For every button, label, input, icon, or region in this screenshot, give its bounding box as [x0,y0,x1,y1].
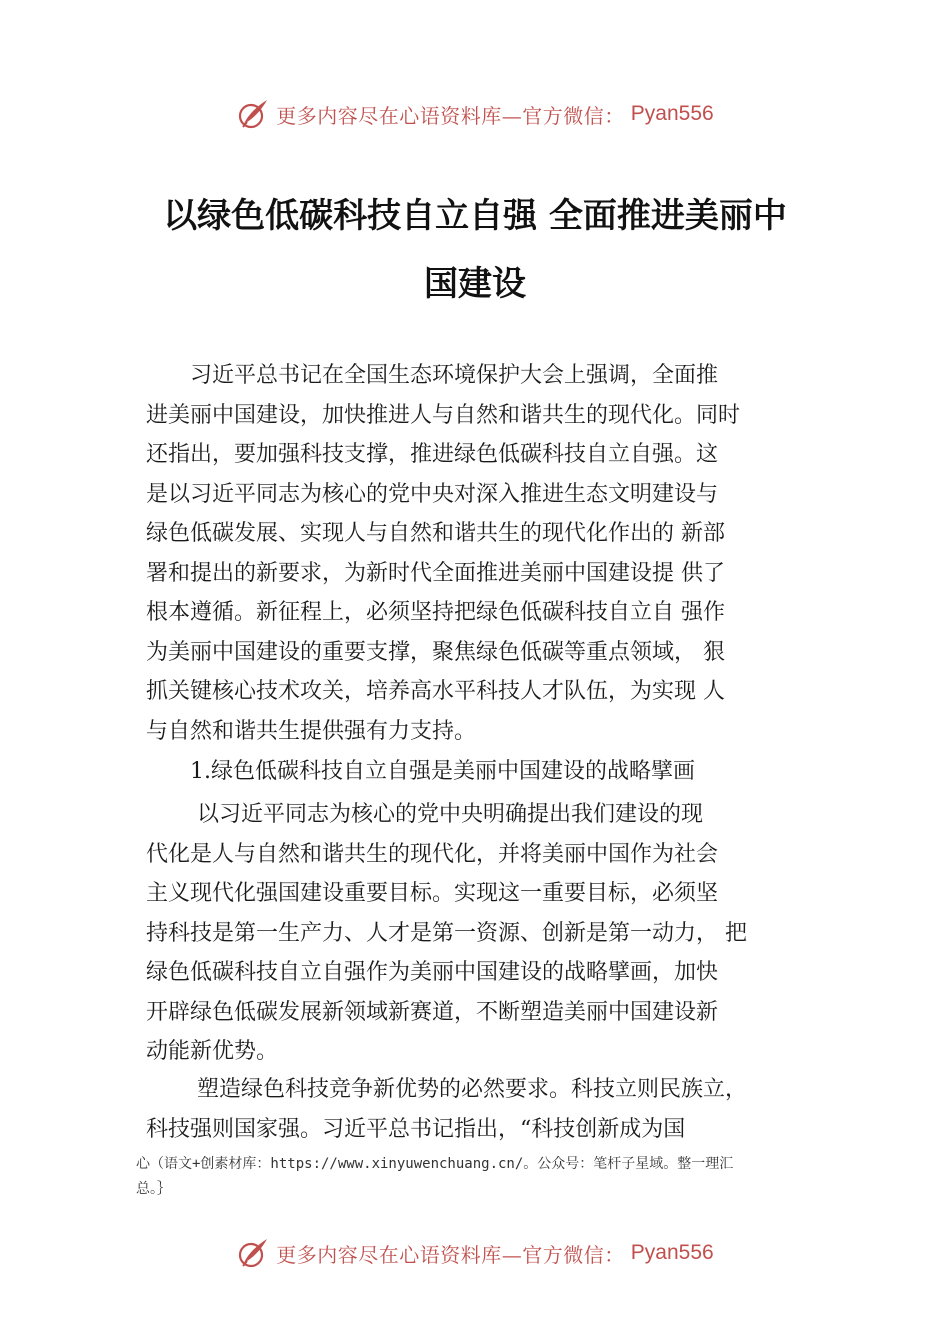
text-line: 动能新优势。 [146,1039,279,1064]
section-heading-1 [146,752,836,792]
text-line: 持科技是第一生产力、人才是第一资源、创新是第一动力， 把 [146,920,747,946]
text-line: 根本遵循。新征程上，必须坚持把绿色低碳科技自立自 强作 [146,600,725,625]
paragraph-section-1 [146,795,836,1072]
banner-wechat-id: Pyan556 [630,1241,714,1264]
text-line: 代化是人与自然和谐共生的现代化，并将美丽中国作为社会 [146,841,719,867]
text-line: 主义现代化强国建设重要目标。实现这一重要目标，必须坚 [146,881,719,906]
source-note [136,1152,836,1202]
document-title-line-2: 国建设 [424,264,526,304]
text-line: 与自然和谐共生提供强有力支持。 [146,718,477,744]
text-line: 习近平总书记在全国生态环境保护大会上强调，全面推 [146,363,719,388]
banner-wechat-id: Pyan556 [630,102,714,125]
banner-text: 更多内容尽在心语资料库—官方微信： [276,1242,625,1267]
section-heading-text: 1.绿色低碳科技自立自强是美丽中国建设的战略擘画 [146,759,695,784]
text-line: 为美丽中国建设的重要支撑，聚焦绿色低碳等重点领域， 狠 [146,639,725,665]
quill-pen-icon [236,1236,270,1270]
text-line: 塑造绿色科技竞争新优势的必然要求。科技立则民族立， [146,1077,747,1102]
note-line: 总。｝ [136,1181,171,1197]
header-banner [0,94,950,134]
text-line: 绿色低碳科技自立自强作为美丽中国建设的战略擘画，加快 [146,960,719,985]
text-line: 是以习近平同志为核心的党中央对深入推进生态文明建设与 [146,481,719,507]
text-line: 还指出，要加强科技支撑，推进绿色低碳科技自立自强。这 [146,442,719,467]
note-line: 心（语文+创素材库：https://www.xinyuwenchuang.cn/。公众号：笔杆子星域。整一理汇 [136,1156,734,1172]
text-line: 抓关键核心技术攻关，培养高水平科技人才队伍，为实现 人 [146,679,725,704]
document-title-line-1: 以绿色低碳科技自立自强 全面推进美丽中 [163,196,787,236]
text-line: 署和提出的新要求，为新时代全面推进美丽中国建设提 供了 [146,560,725,586]
text-line: 开辟绿色低碳发展新领域新赛道，不断塑造美丽中国建设新 [146,999,719,1025]
text-line: 以习近平同志为核心的党中央明确提出我们建设的现 [146,802,703,827]
paragraph-intro [146,356,836,751]
quill-pen-icon [236,97,270,131]
banner-text: 更多内容尽在心语资料库—官方微信： [276,103,625,128]
text-line: 进美丽中国建设，加快推进人与自然和谐共生的现代化。同时 [146,402,741,428]
text-line: 科技强则国家强。习近平总书记指出，“科技创新成为国 [146,1116,686,1142]
text-line: 绿色低碳发展、实现人与自然和谐共生的现代化作出的 新部 [146,521,725,546]
paragraph-competitive-advantage [146,1070,836,1149]
footer-banner [0,1233,950,1273]
